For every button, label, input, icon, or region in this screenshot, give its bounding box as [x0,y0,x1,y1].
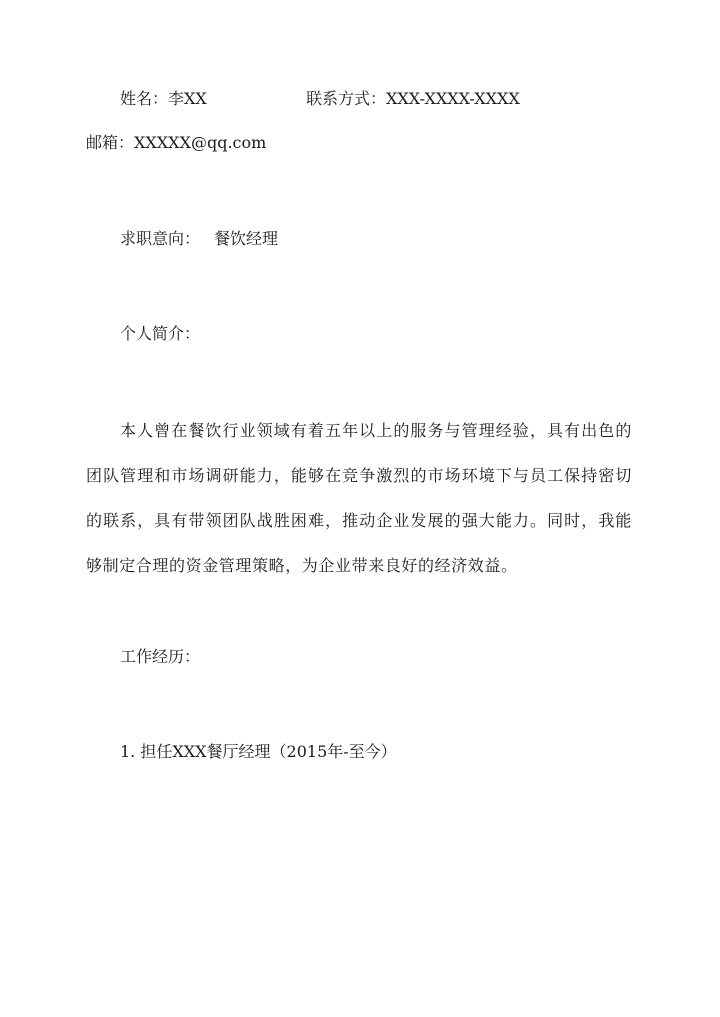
profile-heading: 个人简介： [120,324,201,343]
objective-value: 餐饮经理 [214,229,279,248]
profile-paragraph: 本人曾在餐饮行业领域有着五年以上的服务与管理经验，具有出色的团队管理和市场调研能力，能够在竞争激烈的市场环境下与员工保持密切的联系，具有带领团队战胜困难，推动企业发展的强大能力。同时，我能够制定合理的资金管理策略，为企业带来良好的经济效益。 [86,421,632,575]
name-field: 姓名：李XX [120,89,207,108]
email-field: 邮箱：XXXXX@qq.com [86,133,267,152]
phone-field: 联系方式：XXX-XXXX-XXXX [306,89,520,108]
objective-line [120,229,278,249]
objective-label: 求职意向： [120,229,201,248]
experience-heading: 工作经历： [120,647,201,666]
experience-item: 1. 担任XXX餐厅经理（2015年-至今） [120,742,397,761]
